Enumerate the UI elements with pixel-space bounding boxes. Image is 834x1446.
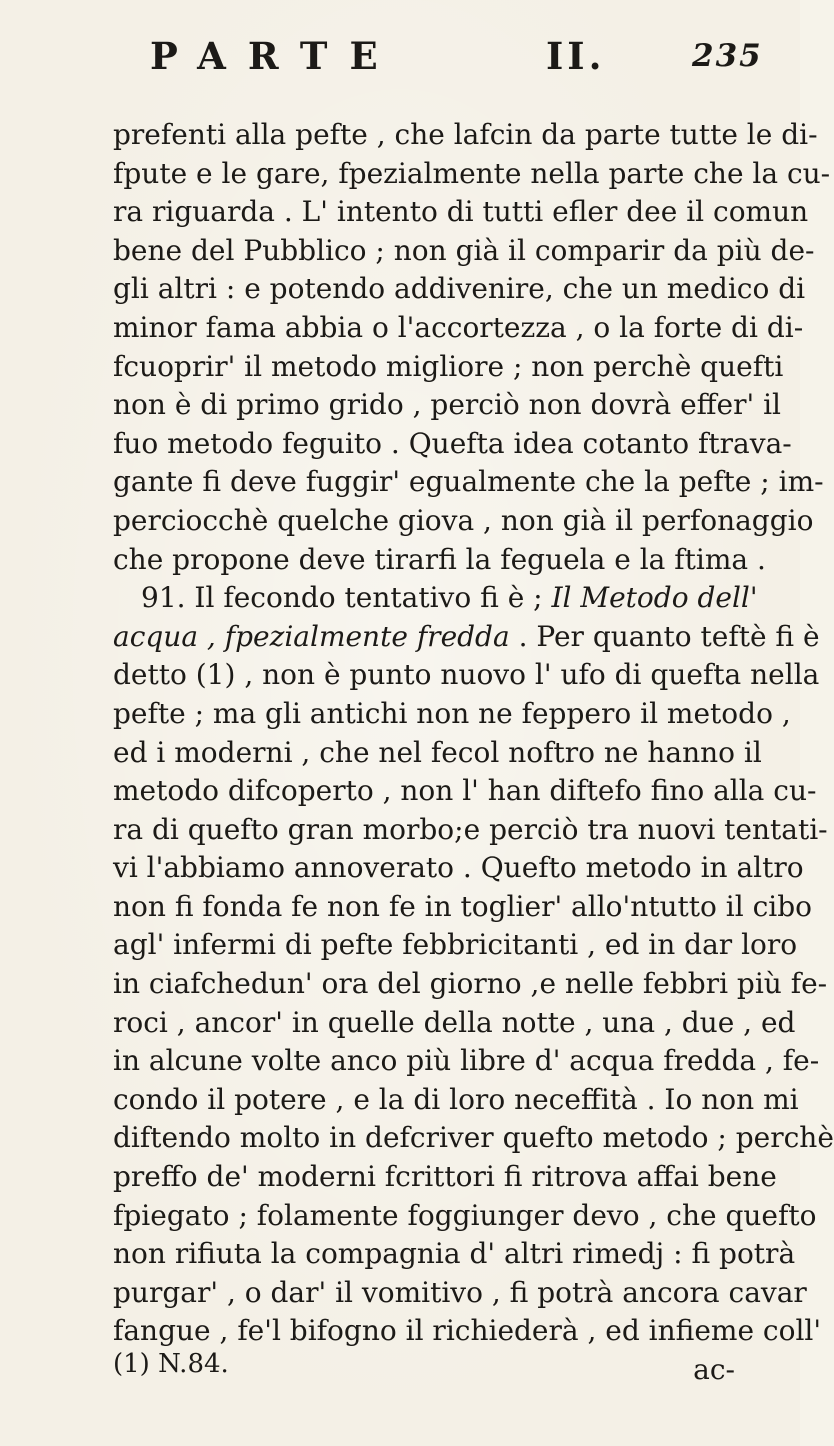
text-line: ra di quefto gran morbo;e perciò tra nuovi tentati- — [113, 812, 828, 846]
text-fragment: . Per quanto teftè fi è — [509, 619, 820, 653]
text-line: diftendo molto in defcriver quefto metodo ; perchè — [113, 1121, 834, 1155]
text-line: fpiegato ; folamente foggiunger devo , che quefto — [113, 1198, 817, 1232]
footnote: (1) N.84. — [113, 1349, 229, 1379]
text-line: bene del Pubblico ; non già il comparir da più de- — [113, 233, 815, 267]
text-line: in ciafchedun' ora del giorno ,e nelle febbri più fe- — [113, 967, 828, 1001]
paragraph-91-line-2 — [113, 618, 820, 657]
text-line: roci , ancor' in quelle della notte , una , due , ed — [113, 1005, 796, 1039]
text-line: vi l'abbiamo annoverato . Quefto metodo in altro — [113, 851, 804, 885]
paragraph-91-start — [113, 579, 773, 618]
text-line: agl' infermi di pefte febbricitanti , ed in dar loro — [113, 928, 798, 962]
body-text — [113, 116, 834, 1390]
text-line: fangue , fe'l bifogno il richiederà , ed infieme coll' — [113, 1314, 822, 1348]
text-line: fpute e le gare, fpezialmente nella parte che la cu- — [113, 156, 831, 190]
text-line: gli altri : e potendo addivenire, che un medico di — [113, 272, 806, 306]
text-line: ed i moderni , che nel fecol noftro ne hanno il — [113, 735, 762, 769]
text-line: perciocchè quelche giova , non già il perfonaggio — [113, 503, 814, 537]
text-line: in alcune volte anco più libre d' acqua fredda , fe- — [113, 1044, 820, 1078]
italic-heading: Il Metodo dell' — [551, 581, 758, 615]
text-line: prefenti alla pefte , che lafcin da parte tutte le di- — [113, 118, 818, 151]
text-line: gante fi deve fuggir' egualmente che la pefte ; im- — [113, 465, 824, 499]
text-line: purgar' , o dar' il vomitivo , fi potrà ancora cavar — [113, 1275, 807, 1309]
text-line: ra riguarda . L' intento di tutti efler dee il comun — [113, 195, 809, 229]
text-line: fcuoprir' il metodo migliore ; non perchè quefti — [113, 349, 784, 383]
text-line: preffo de' moderni fcrittori fi ritrova affai bene — [113, 1160, 777, 1194]
text-line: metodo difcoperto , non l' han diftefo fino alla cu- — [113, 774, 817, 808]
text-line: pefte ; ma gli antichi non ne feppero il metodo , — [113, 696, 791, 730]
text-line: non rifiuta la compagnia d' altri rimedj : fi potrà — [113, 1237, 796, 1271]
text-line: fuo metodo feguito . Quefta idea cotanto ftrava- — [113, 426, 792, 460]
text-line: detto (1) , non è punto nuovo l' ufo di quefta nella — [113, 658, 820, 692]
text-line: non fi fonda fe non fe in toglier' allo'ntutto il cibo — [113, 889, 813, 923]
running-head — [0, 18, 800, 78]
text-line: che propone deve tirarfi la feguela e la ftima . — [113, 542, 766, 576]
catchword: ac- — [693, 1353, 735, 1386]
running-title: PARTE — [150, 34, 400, 78]
text-line: minor fama abbia o l'accortezza , o la forte di di- — [113, 310, 804, 344]
page-number: 235 — [692, 38, 763, 74]
part-number: II. — [546, 34, 606, 78]
italic-heading-cont: acqua , fpezialmente fredda — [113, 619, 510, 653]
text-line: condo il potere , e la di loro neceffità . Io non mi — [113, 1082, 799, 1116]
paragraph-number-lead: 91. Il fecondo tentativo fi è ; — [141, 581, 552, 615]
text-line: non è di primo grido , perciò non dovrà effer' il — [113, 388, 781, 422]
